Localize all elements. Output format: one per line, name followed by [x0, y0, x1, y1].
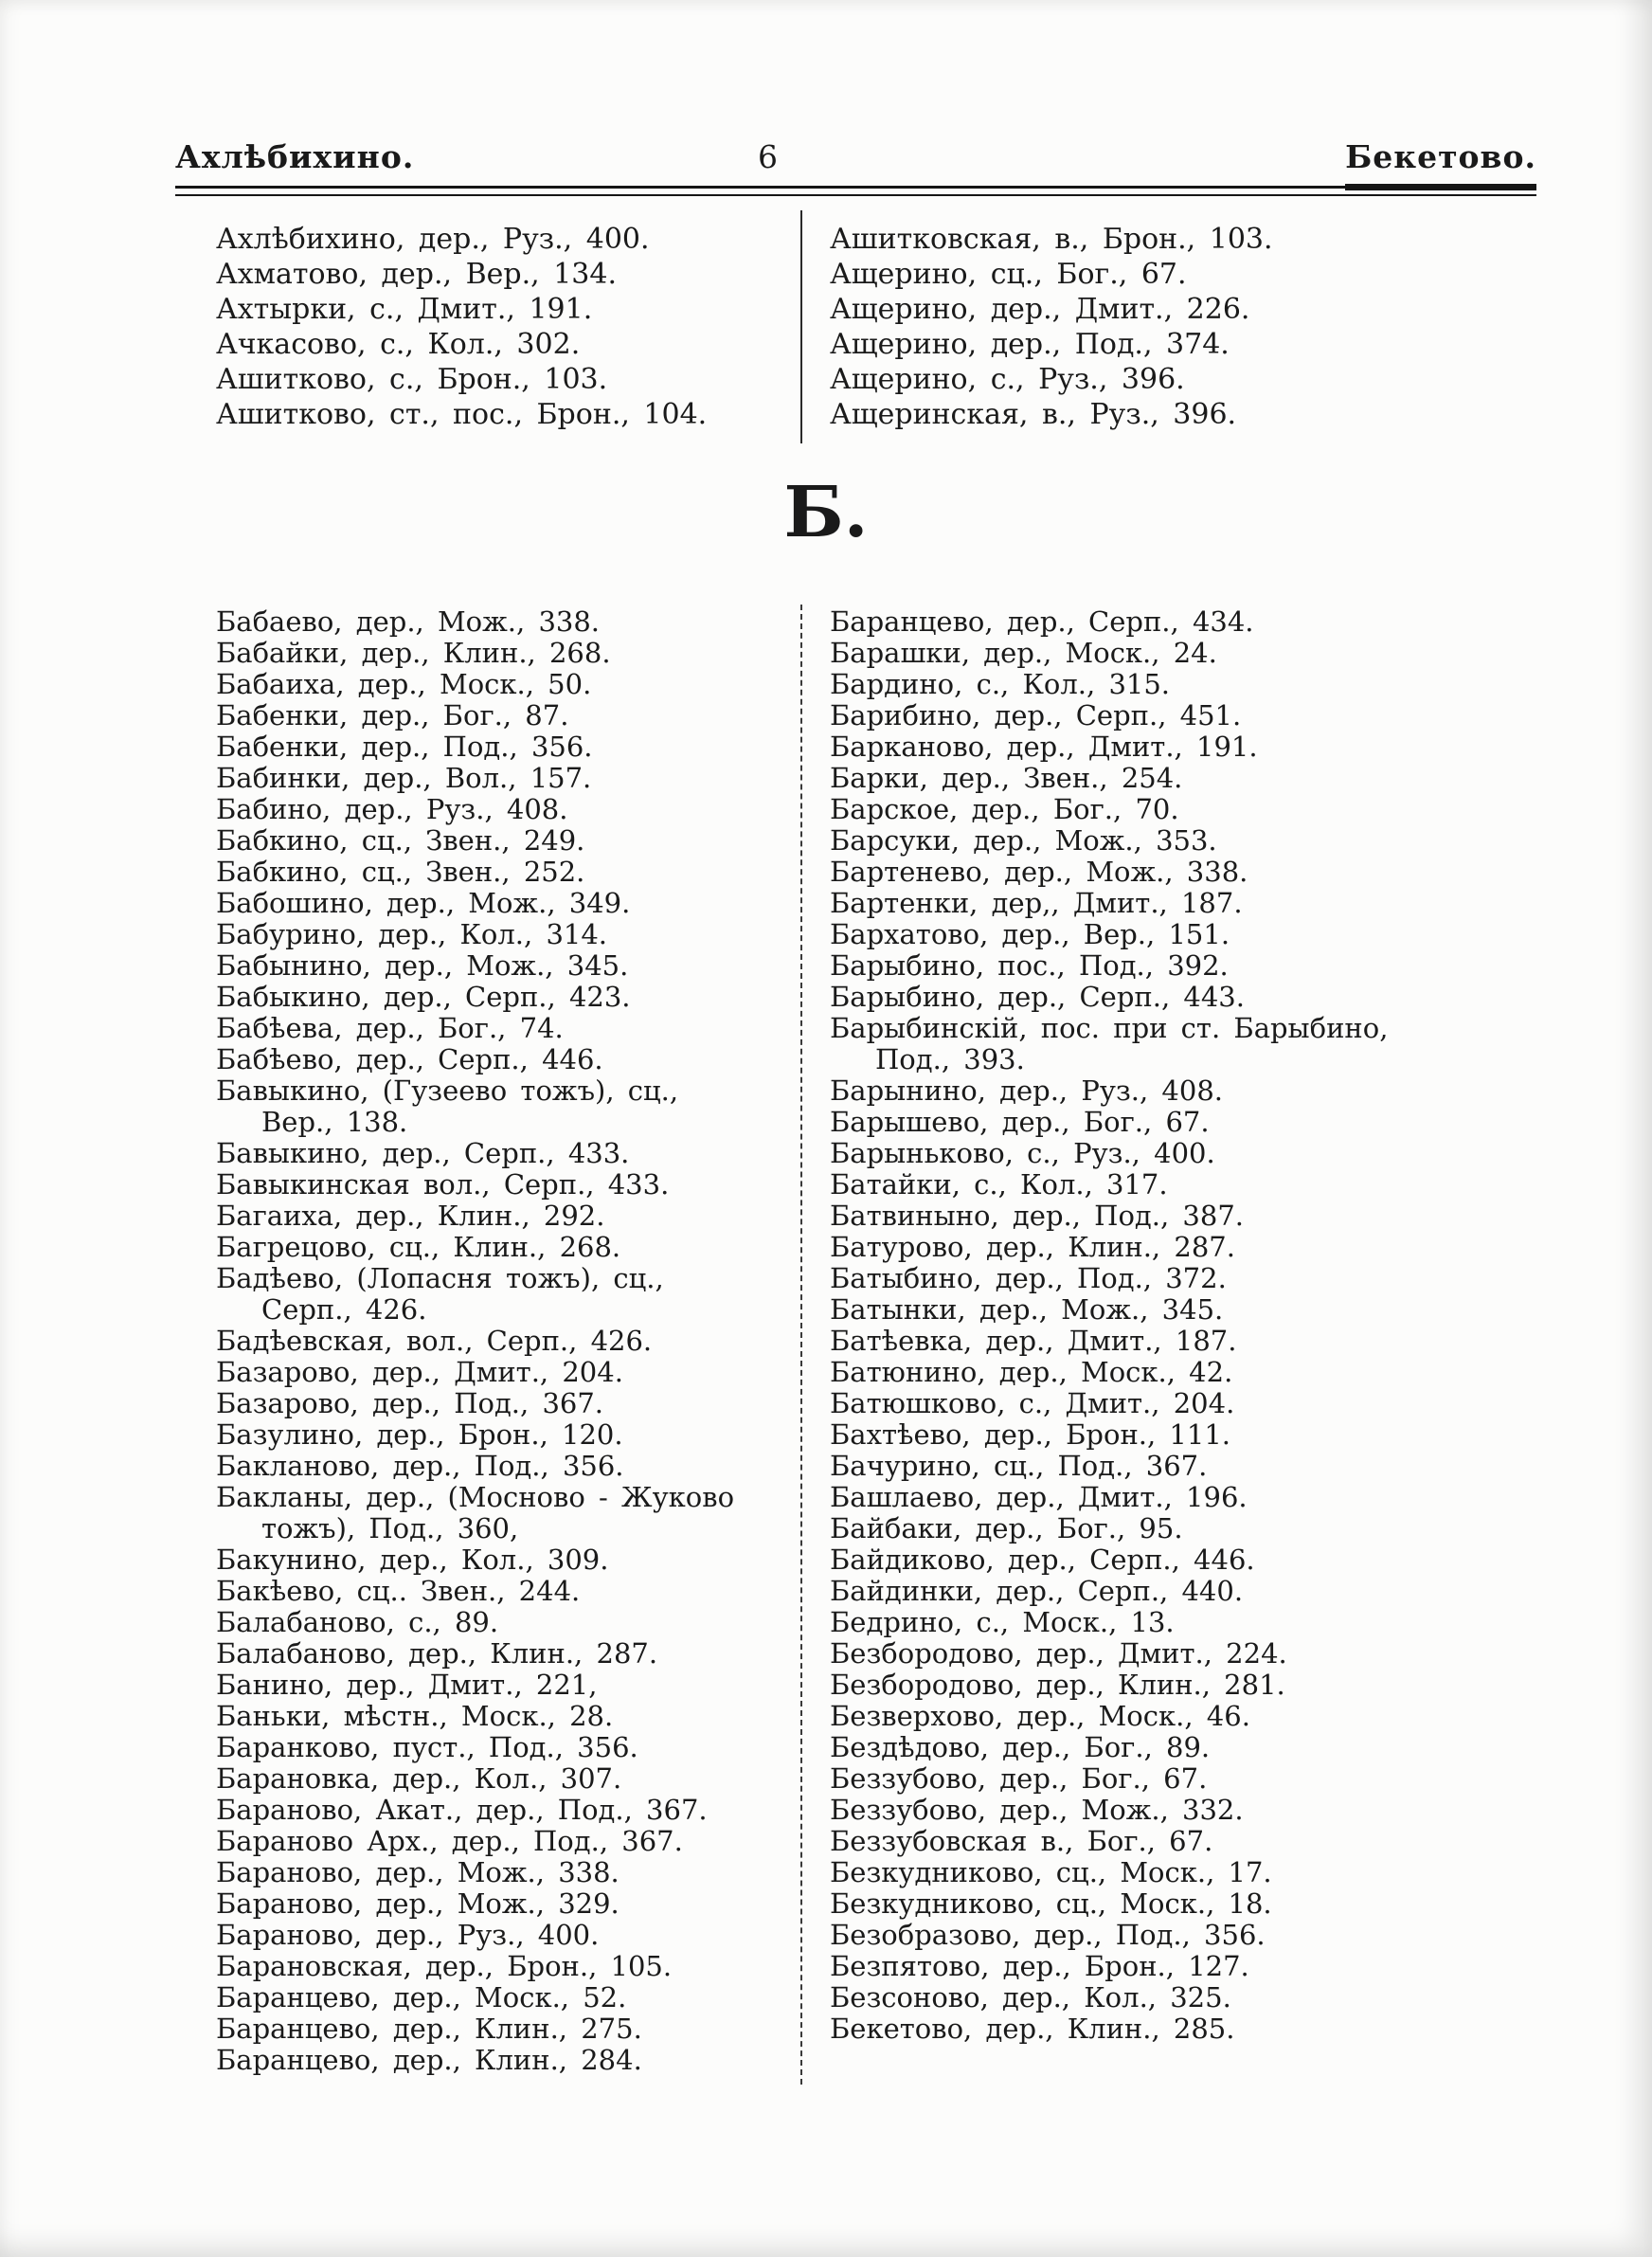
index-entry: Байдиково, дер., Серп., 446.	[830, 1544, 1255, 1576]
index-entry: Бараново Арх., дер., Под., 367.	[216, 1825, 683, 1857]
index-entry: Бадѣево, (Лопасня тожъ), сц.,	[216, 1262, 664, 1294]
index-entry: Батынки, дер., Мож., 345.	[830, 1293, 1224, 1326]
index-entry: Ащерино, дер., Дмит., 226.	[830, 293, 1250, 326]
index-entry: Безбородово, дер., Дмит., 224.	[830, 1637, 1287, 1670]
index-entry: Балабаново, с., 89.	[216, 1606, 499, 1638]
index-entry: Безсоново, дер., Кол., 325.	[830, 1981, 1231, 2013]
section-b-right-column	[830, 606, 1388, 2045]
index-entry: Бабошино, дер., Мож., 349.	[216, 887, 631, 919]
index-entry: Вер., 138.	[261, 1106, 408, 1138]
index-entry: Бедрино, с., Моск., 13.	[830, 1606, 1175, 1638]
index-entry: Бараново, Акат., дер., Под., 367.	[216, 1794, 708, 1826]
index-entry: Батвиныно, дер., Под., 387.	[830, 1200, 1245, 1232]
section-a-column-divider	[800, 210, 802, 443]
index-entry: Бабино, дер., Руз., 408.	[216, 793, 568, 825]
index-entry: Ахтырки, с., Дмит., 191.	[216, 293, 593, 326]
index-entry: Барановская, дер., Брон., 105.	[216, 1950, 673, 1982]
section-a-right-column	[830, 222, 1273, 432]
index-entry: Бавыкино, дер., Серп., 433.	[216, 1137, 630, 1169]
index-entry: Ашитково, ст., пос., Брон., 104.	[216, 398, 708, 431]
index-entry: Беззубово, дер., Бог., 67.	[830, 1762, 1208, 1795]
index-entry: Бакунино, дер., Кол., 309.	[216, 1544, 609, 1576]
index-entry: Баранцево, дер., Клин., 284.	[216, 2044, 642, 2076]
index-entry: Бабынино, дер., Мож., 345.	[216, 949, 629, 982]
index-entry: Безкудниково, сц., Моск., 17.	[830, 1856, 1272, 1888]
index-entry: Бачурино, сц., Под., 367.	[830, 1450, 1208, 1482]
running-head-left-word: Ахлѣбихино.	[175, 138, 415, 175]
index-entry: Безобразово, дер., Под., 356.	[830, 1919, 1266, 1951]
index-entry: Барыньково, с., Руз., 400.	[830, 1137, 1215, 1169]
index-entry: Барыбино, дер., Серп., 443.	[830, 981, 1245, 1013]
section-b-heading: Б.	[783, 472, 869, 553]
index-entry: Ащеринская, в., Руз., 396.	[830, 398, 1237, 431]
index-entry: Бавыкино, (Гузеево тожъ), сц.,	[216, 1074, 679, 1107]
index-entry: Безпятово, дер., Брон., 127.	[830, 1950, 1249, 1982]
index-entry: Баньки, мѣстн., Моск., 28.	[216, 1700, 614, 1732]
index-entry: Бездѣдово, дер., Бог., 89.	[830, 1731, 1211, 1763]
index-entry: Батурово, дер., Клин., 287.	[830, 1231, 1235, 1263]
index-entry: Бекетово, дер., Клин., 285.	[830, 2013, 1235, 2045]
index-entry: Батюшково, с., Дмит., 204.	[830, 1387, 1235, 1419]
index-entry: Барсуки, дер., Мож., 353.	[830, 824, 1217, 857]
index-entry: Бабаево, дер., Мож., 338.	[216, 605, 601, 638]
index-entry: Бархатово, дер., Вер., 151.	[830, 918, 1230, 950]
index-entry: Ащерино, сц., Бог., 67.	[830, 258, 1187, 291]
index-entry: Беззубово, дер., Мож., 332.	[830, 1794, 1244, 1826]
index-entry: Бартенево, дер., Мож., 338.	[830, 856, 1248, 888]
index-entry: Бабенки, дер., Бог., 87.	[216, 699, 569, 731]
index-entry: Барышево, дер., Бог., 67.	[830, 1106, 1210, 1138]
index-entry: Барановка, дер., Кол., 307.	[216, 1762, 622, 1795]
header-double-rule	[175, 186, 1536, 196]
index-entry: Бабурино, дер., Кол., 314.	[216, 918, 608, 950]
section-b-column-divider	[800, 605, 802, 2085]
index-entry: Базарово, дер., Дмит., 204.	[216, 1356, 623, 1388]
index-entry: Барки, дер., Звен., 254.	[830, 762, 1183, 794]
section-b	[216, 606, 1561, 2104]
index-entry: Барское, дер., Бог., 70.	[830, 793, 1179, 825]
index-entry: Бабайки, дер., Клин., 268.	[216, 637, 611, 669]
index-entry: Ачкасово, с., Кол., 302.	[216, 328, 581, 361]
index-entry: Безбородово, дер., Клин., 281.	[830, 1669, 1285, 1701]
index-entry: Ахлѣбихино, дер., Руз., 400.	[216, 223, 650, 256]
index-entry: Байдинки, дер., Серп., 440.	[830, 1575, 1244, 1607]
index-entry: Баранцево, дер., Моск., 52.	[216, 1981, 627, 2013]
index-entry: Барынино, дер., Руз., 408.	[830, 1074, 1223, 1107]
index-entry: Ашитково, с., Брон., 103.	[216, 363, 608, 396]
index-entry: Ащерино, дер., Под., 374.	[830, 328, 1230, 361]
index-entry: Банино, дер., Дмит., 221,	[216, 1669, 598, 1701]
index-entry: Баранцево, дер., Клин., 275.	[216, 2013, 642, 2045]
index-entry: Бабѣева, дер., Бог., 74.	[216, 1012, 564, 1044]
running-head-right-word: Бекетово.	[1345, 138, 1536, 190]
section-b-left-column	[216, 606, 734, 2076]
index-entry: Барыбино, пос., Под., 392.	[830, 949, 1229, 982]
index-entry: Бадѣевская, вол., Серп., 426.	[216, 1325, 653, 1357]
index-entry: Батюнино, дер., Моск., 42.	[830, 1356, 1233, 1388]
index-entry: Бараново, дер., Мож., 338.	[216, 1856, 620, 1888]
index-entry: Бардино, с., Кол., 315.	[830, 668, 1171, 700]
index-entry: Бакланы, дер., (Мосново - Жуково	[216, 1481, 735, 1513]
index-entry: Бабѣево, дер., Серп., 446.	[216, 1043, 603, 1075]
index-entry: Бахтѣево, дер., Брон., 111.	[830, 1418, 1230, 1451]
section-a-continuation	[216, 222, 1561, 440]
index-entry: Батыбино, дер., Под., 372.	[830, 1262, 1227, 1294]
index-entry: Безверхово, дер., Моск., 46.	[830, 1700, 1250, 1732]
index-entry: Бараново, дер., Руз., 400.	[216, 1919, 600, 1951]
index-entry: Барыбинскій, пос. при ст. Барыбино,	[830, 1012, 1389, 1044]
running-head	[175, 138, 1536, 180]
index-entry: Ащерино, с., Руз., 396.	[830, 363, 1185, 396]
index-entry: Бабаиха, дер., Моск., 50.	[216, 668, 592, 700]
index-entry: Бабкино, сц., Звен., 249.	[216, 824, 585, 857]
index-entry: Ашитковская, в., Брон., 103.	[830, 223, 1273, 256]
index-entry: Беззубовская в., Бог., 67.	[830, 1825, 1213, 1857]
index-entry: Барибино, дер., Серп., 451.	[830, 699, 1242, 731]
index-entry: Бараново, дер., Мож., 329.	[216, 1887, 620, 1920]
index-entry: Базарово, дер., Под., 367.	[216, 1387, 604, 1419]
section-a-left-column	[216, 222, 707, 432]
index-entry: тожъ), Под., 360,	[261, 1512, 519, 1544]
index-entry: Башлаево, дер., Дмит., 196.	[830, 1481, 1248, 1513]
index-entry: Бабинки, дер., Вол., 157.	[216, 762, 592, 794]
index-entry: Бабенки, дер., Под., 356.	[216, 731, 593, 763]
index-entry: Под., 393.	[875, 1043, 1025, 1075]
index-entry: Батѣевка, дер., Дмит., 187.	[830, 1325, 1237, 1357]
index-entry: Баранково, пуст., Под., 356.	[216, 1731, 638, 1763]
index-entry: Баранцево, дер., Серп., 434.	[830, 605, 1254, 638]
index-entry: Бабкино, сц., Звен., 252.	[216, 856, 585, 888]
index-entry: Ахматово, дер., Вер., 134.	[216, 258, 617, 291]
index-entry: Батайки, с., Кол., 317.	[830, 1168, 1168, 1201]
index-entry: Базулино, дер., Брон., 120.	[216, 1418, 623, 1451]
index-entry: Бавыкинская вол., Серп., 433.	[216, 1168, 670, 1201]
index-entry: Байбаки, дер., Бог., 95.	[830, 1512, 1183, 1544]
index-entry: Бакѣево, сц.. Звен., 244.	[216, 1575, 581, 1607]
index-entry: Багрецово, сц., Клин., 268.	[216, 1231, 621, 1263]
index-entry: Бакланово, дер., Под., 356.	[216, 1450, 624, 1482]
index-entry: Безкудниково, сц., Моск., 18.	[830, 1887, 1272, 1920]
index-entry: Багаиха, дер., Клин., 292.	[216, 1200, 605, 1232]
index-entry: Барашки, дер., Моск., 24.	[830, 637, 1217, 669]
index-entry: Серп., 426.	[261, 1293, 427, 1326]
index-entry: Барканово, дер., Дмит., 191.	[830, 731, 1258, 763]
index-entry: Бабыкино, дер., Серп., 423.	[216, 981, 631, 1013]
index-entry: Бартенки, дер,, Дмит., 187.	[830, 887, 1243, 919]
index-entry: Балабаново, дер., Клин., 287.	[216, 1637, 658, 1670]
page-number: 6	[758, 138, 778, 175]
